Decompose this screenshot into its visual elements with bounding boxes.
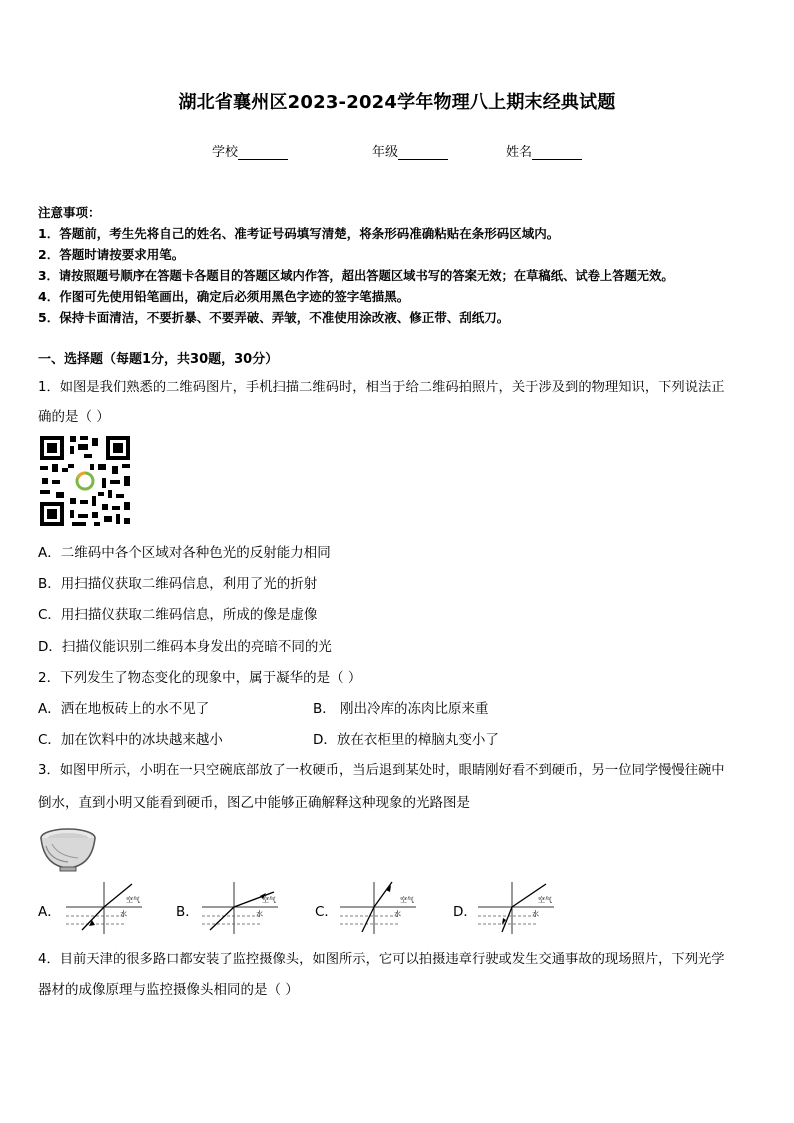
school-blank xyxy=(238,146,288,160)
question-1-stem: 1．如图是我们熟悉的二维码图片，手机扫描二维码时，相当于给二维码拍照片，关于涉及到的物理知识，下列说法正 xyxy=(38,380,725,395)
school-field xyxy=(212,141,288,160)
name-blank xyxy=(532,146,582,160)
page-title: 湖北省襄州区2023-2024学年物理八上期末经典试题 xyxy=(178,92,616,113)
air-label: 空气 xyxy=(126,896,140,904)
bowl-image xyxy=(38,826,98,874)
light-path-diagram-d xyxy=(476,880,556,936)
light-path-diagram-c xyxy=(338,880,418,936)
grade-blank xyxy=(398,146,448,160)
question-1-option-b: B．用扫描仪获取二维码信息，利用了光的折射 xyxy=(38,576,318,592)
light-path-diagram-a xyxy=(64,880,144,936)
school-label: 学校 xyxy=(212,145,239,160)
air-label: 空气 xyxy=(538,896,552,904)
notice-item: 1．答题前，考生先将自己的姓名、准考证号码填写清楚，将条形码准确粘贴在条形码区域内。 xyxy=(38,226,560,241)
air-label: 空气 xyxy=(262,896,276,904)
section-heading: 一、选择题（每题1分，共30题，30分） xyxy=(38,352,279,367)
water-label: 水 xyxy=(256,910,263,918)
notice-heading: 注意事项： xyxy=(38,205,101,220)
question-2-option-c: C．加在饮料中的冰块越来越小 xyxy=(38,732,223,748)
water-label: 水 xyxy=(120,910,127,918)
question-1-option-a: A．二维码中各个区域对各种色光的反射能力相同 xyxy=(38,545,331,561)
question-2-option-a: A．洒在地板砖上的水不见了 xyxy=(38,701,210,717)
question-1-stem-cont: 确的是（ ） xyxy=(38,409,110,425)
question-3-stem: 3．如图甲所示，小明在一只空碗底部放了一枚硬币，当后退到某处时，眼睛刚好看不到硬币，另一位同学慢慢往碗中 xyxy=(38,763,725,778)
notice-item: 2．答题时请按要求用笔。 xyxy=(38,247,185,262)
question-3-option-c-label: C． xyxy=(315,904,338,920)
question-3-option-d-label: D． xyxy=(453,904,477,920)
question-3-option-a-label: A． xyxy=(38,904,61,920)
question-1-option-c: C．用扫描仪获取二维码信息，所成的像是虚像 xyxy=(38,607,318,623)
notice-item: 3．请按照题号顺序在答题卡各题目的答题区域内作答，超出答题区域书写的答案无效；在草稿纸、试卷上答题无效。 xyxy=(38,269,674,283)
water-label: 水 xyxy=(532,910,539,918)
qr-code-image xyxy=(38,434,132,528)
question-3-option-b-label: B． xyxy=(176,904,199,920)
air-label: 空气 xyxy=(400,896,414,904)
notice-item: 4．作图可先使用铅笔画出，确定后必须用黑色字迹的签字笔描黑。 xyxy=(38,289,410,304)
light-path-diagram-b xyxy=(200,880,280,936)
question-2-option-b: B． 刚出冷库的冻肉比原来重 xyxy=(313,701,489,717)
name-field xyxy=(506,141,582,160)
name-label: 姓名 xyxy=(506,145,533,160)
grade-field xyxy=(372,141,448,160)
grade-label: 年级 xyxy=(372,145,399,160)
question-2-stem: 2．下列发生了物态变化的现象中，属于凝华的是（ ） xyxy=(38,670,362,686)
question-4-stem: 4．目前天津的很多路口都安装了监控摄像头，如图所示，它可以拍摄违章行驶或发生交通事故的现场照片，下列光学 xyxy=(38,952,725,967)
question-1-option-d: D．扫描仪能识别二维码本身发出的亮暗不同的光 xyxy=(38,639,332,655)
question-3-stem-cont: 倒水，直到小明又能看到硬币，图乙中能够正确解释这种现象的光路图是 xyxy=(38,795,470,811)
notice-item: 5．保持卡面清洁，不要折暴、不要弄破、弄皱，不准使用涂改液、修正带、刮纸刀。 xyxy=(38,310,510,325)
water-label: 水 xyxy=(394,910,401,918)
question-2-option-d: D．放在衣柜里的樟脑丸变小了 xyxy=(313,732,499,748)
question-4-stem-cont: 器材的成像原理与监控摄像头相同的是（ ） xyxy=(38,982,299,998)
